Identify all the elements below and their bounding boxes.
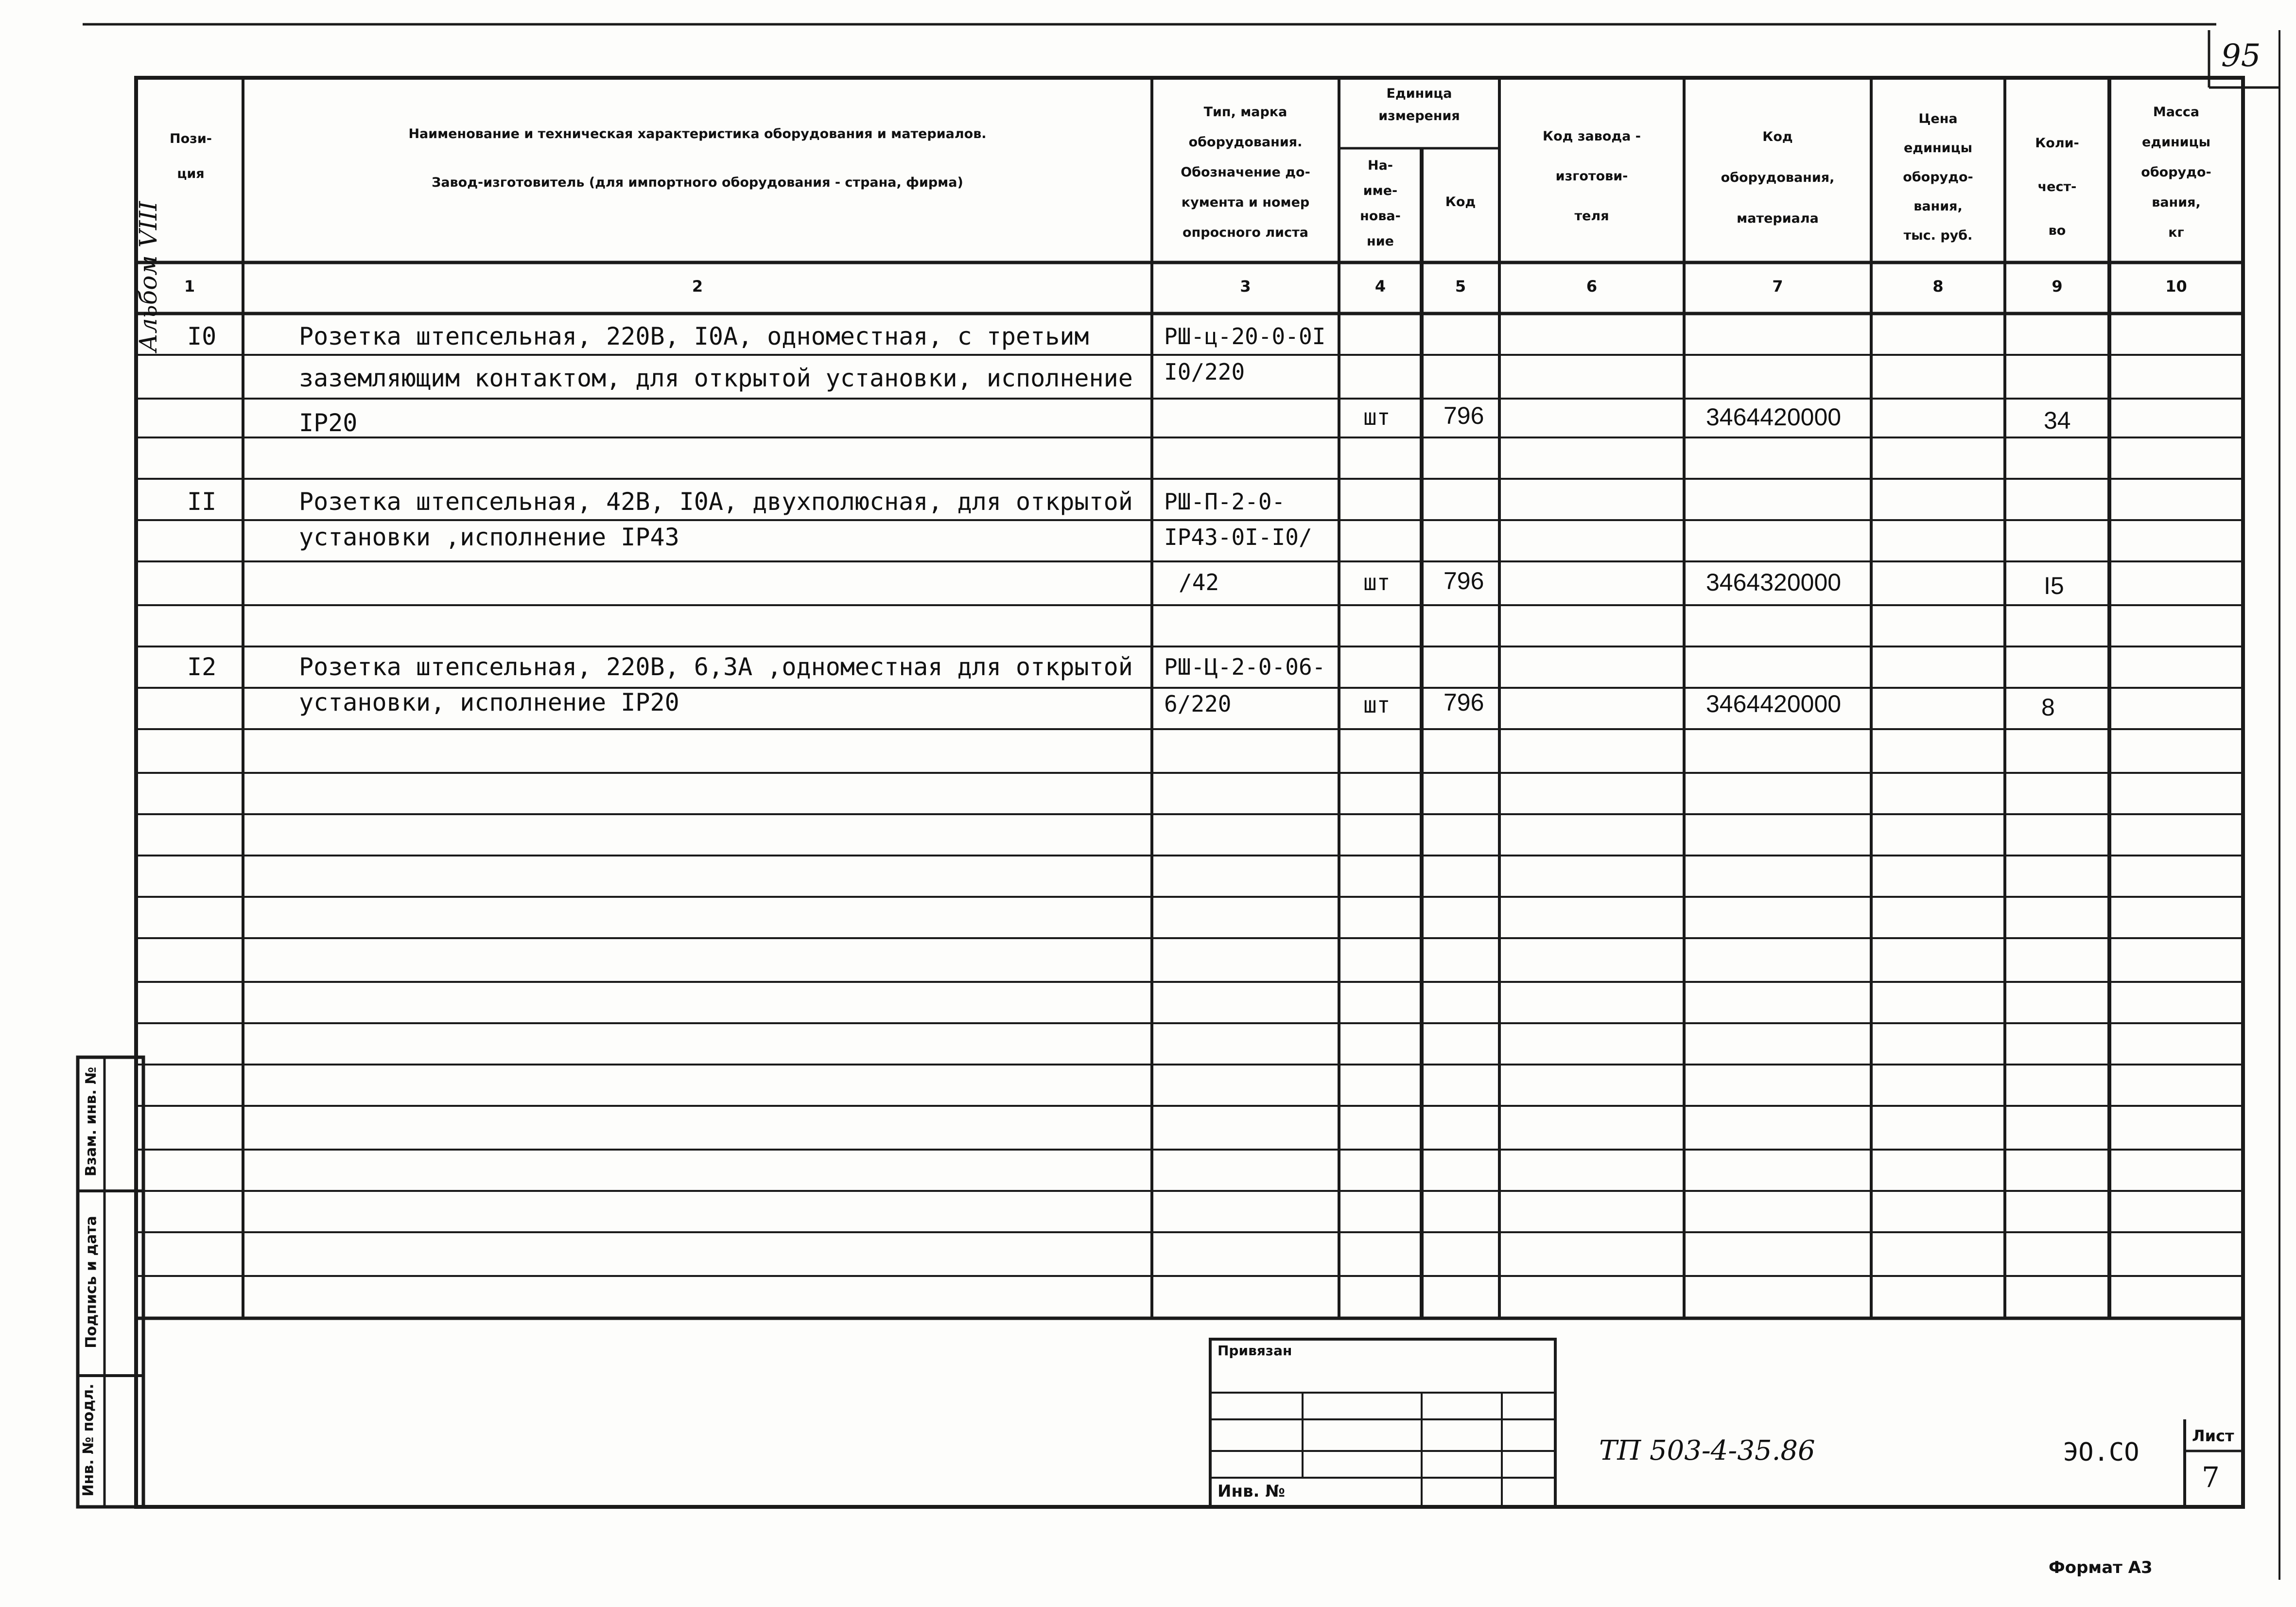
row-equipment-code: 3464420000 bbox=[1706, 690, 1842, 717]
row-position: I2 bbox=[187, 653, 217, 681]
sheet-label: Лист bbox=[2192, 1427, 2234, 1445]
album-label: Альбом VIII bbox=[134, 201, 162, 352]
row-equipment-code: 3464320000 bbox=[1706, 569, 1842, 596]
column-number: 6 bbox=[1586, 277, 1598, 296]
sheet-code: ЭО.СО bbox=[2063, 1438, 2139, 1467]
header-mass: Масса единицы оборудо- вания, кг bbox=[2141, 105, 2211, 240]
row-type: РШ-П-2-0- bbox=[1164, 489, 1286, 515]
column-number: 3 bbox=[1240, 277, 1251, 296]
row-quantity: 34 bbox=[2044, 407, 2071, 434]
column-number: 1 bbox=[184, 277, 195, 296]
column-number: 9 bbox=[2052, 277, 2063, 296]
column-number: 10 bbox=[2165, 277, 2187, 296]
row-position: II bbox=[187, 488, 217, 516]
row-code: 796 bbox=[1444, 689, 1484, 716]
page-number: 95 bbox=[2221, 38, 2261, 74]
column-number: 7 bbox=[1772, 277, 1783, 296]
row-type: IP43-0I-I0/ bbox=[1164, 524, 1312, 550]
row-name: Розетка штепсельная, 220В, 6,3А ,одноместная для открытой bbox=[299, 653, 1133, 681]
row-type: /42 bbox=[1179, 569, 1219, 595]
row-name: установки ,исполнение IP43 bbox=[299, 523, 679, 551]
stamp-inv-podl: Инв. № подл. bbox=[80, 1383, 97, 1497]
stamp-vzam-inv: Взам. инв. № bbox=[83, 1066, 100, 1177]
row-name: Розетка штепсельная, 220В, I0А, одноместная, с третьим bbox=[299, 322, 1089, 350]
header-equipment-code: Код оборудования, материала bbox=[1721, 129, 1835, 226]
title-privyazan: Привязан bbox=[1218, 1343, 1292, 1359]
row-unit: шт bbox=[1363, 404, 1391, 430]
header-price: Цена единицы оборудо- вания, тыс. руб. bbox=[1903, 111, 1973, 243]
header-unit-name: На- име- нова- ние bbox=[1360, 158, 1401, 249]
row-type: 6/220 bbox=[1164, 691, 1232, 717]
format-label: Формат А3 bbox=[2049, 1558, 2153, 1577]
column-number: 4 bbox=[1374, 277, 1386, 296]
row-code: 796 bbox=[1444, 567, 1484, 594]
row-equipment-code: 3464420000 bbox=[1706, 403, 1842, 431]
column-number: 5 bbox=[1455, 277, 1466, 296]
row-name: заземляющим контактом, для открытой установки, исполнение bbox=[299, 364, 1133, 392]
row-type: I0/220 bbox=[1164, 359, 1245, 385]
row-unit: шт bbox=[1363, 569, 1391, 595]
column-number: 8 bbox=[1932, 277, 1944, 296]
row-name: установки, исполнение IP20 bbox=[299, 688, 679, 716]
header-name-line2: Завод-изготовитель (для импортного оборудования - страна, фирма) bbox=[432, 175, 963, 190]
row-unit: шт bbox=[1363, 692, 1391, 718]
row-name: Розетка штепсельная, 42В, I0А, двухполюсная, для открытой bbox=[299, 488, 1133, 516]
header-factory-code: Код завода - изготови- теля bbox=[1543, 129, 1641, 224]
header-type: Тип, марка оборудования. Обозначение до- кумента и номер опросного листа bbox=[1181, 105, 1310, 240]
row-quantity: I5 bbox=[2044, 572, 2064, 599]
row-position: I0 bbox=[187, 322, 217, 350]
sheet-number: 7 bbox=[2202, 1461, 2220, 1494]
title-inv-no: Инв. № bbox=[1218, 1482, 1286, 1501]
header-quantity: Коли- чест- во bbox=[2035, 136, 2079, 238]
header-unit-code: Код bbox=[1445, 194, 1476, 210]
row-quantity: 8 bbox=[2041, 694, 2055, 721]
header-name-line1: Наименование и техническая характеристика оборудования и материалов. bbox=[408, 126, 987, 141]
row-type: РШ-ц-20-0-0I bbox=[1164, 323, 1326, 349]
row-name: IP20 bbox=[299, 409, 358, 437]
column-number: 2 bbox=[692, 277, 703, 296]
document-code: ТП 503-4-35.86 bbox=[1599, 1435, 1815, 1467]
header-position: Пози- ция bbox=[170, 131, 212, 181]
stamp-signature-date: Подпись и дата bbox=[83, 1216, 100, 1348]
row-code: 796 bbox=[1444, 402, 1484, 429]
row-type: РШ-Ц-2-0-06- bbox=[1164, 654, 1326, 680]
header-unit-group: Единица измерения bbox=[1378, 86, 1460, 123]
